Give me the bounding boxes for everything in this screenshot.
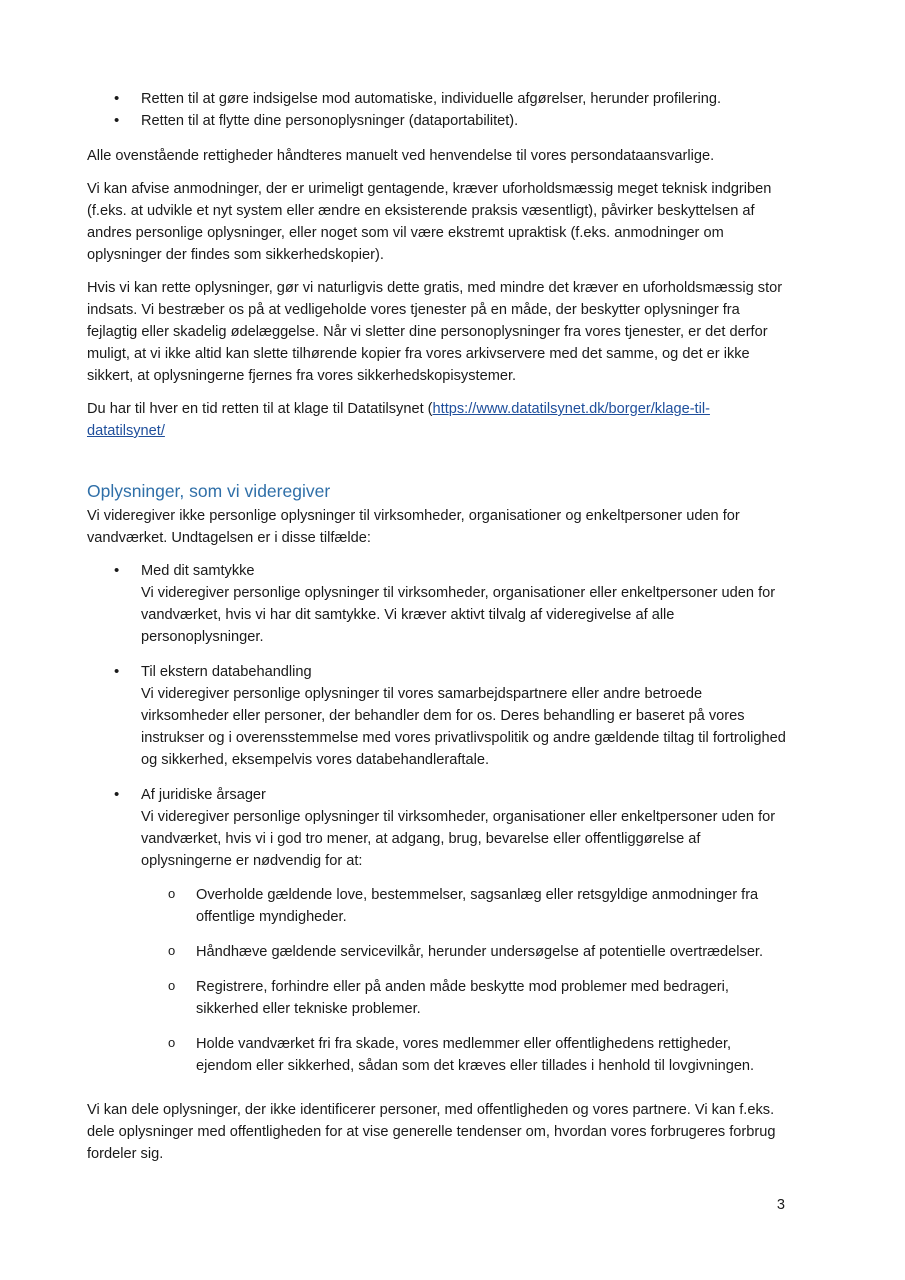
item-body: Vi videregiver personlige oplysninger til virksomheder, organisationer eller enkeltpersoner uden for vandværket, hvis vi i god tro mener, at adgang, brug, bevarelse eller offentliggørelse af oplysningerne er nødvendig for at:: [141, 809, 776, 869]
paragraph-manual-handling: Alle ovenstående rettigheder håndteres manuelt ved henvendelse til vores persondataansvarlige.: [87, 148, 715, 164]
sub-list-item: o Holde vandværket fri fra skade, vores medlemmer eller offentlighedens rettigheder, ejendom eller sikkerhed, sådan som det kræves eller tillades i henhold til lovgivningen.: [141, 1033, 787, 1077]
spacer: [87, 1077, 787, 1099]
list-item: [87, 784, 787, 1077]
item-title: • Med dit samtykke: [141, 563, 255, 579]
paragraph-closing: Vi kan dele oplysninger, der ikke identificerer personer, med offentligheden og vores partnere. Vi kan f.eks. dele oplysninger med offentligheden for at vise generelle tendenser om, hvordan vores forbrugeres forbrug fordeler sig.: [87, 1102, 776, 1162]
complaint-text: Du har til hver en tid retten til at klage til Datatilsynet (: [87, 401, 433, 417]
item-title: • Til ekstern databehandling: [141, 664, 312, 680]
datatilsynet-link[interactable]: https://www.datatilsynet.dk/borger/klage-til-datatilsynet/: [87, 401, 710, 439]
sharing-list: [87, 560, 787, 1077]
section-intro: Vi videregiver ikke personlige oplysninger til virksomheder, organisationer og enkeltpersoner uden for vandværket. Undtagelsen er i disse tilfælde:: [87, 508, 740, 546]
list-item: • Retten til at gøre indsigelse mod automatiske, individuelle afgørelser, herunder profilering.: [87, 88, 787, 110]
list-item: • Retten til at flytte dine personoplysninger (dataportabilitet).: [87, 110, 787, 132]
list-item: [87, 661, 787, 771]
page-number: 3: [776, 1197, 785, 1213]
paragraph-complaint: [87, 398, 787, 442]
paragraph-reject-requests: Vi kan afvise anmodninger, der er urimeligt gentagende, kræver uforholdsmæssig meget teknisk indgriben (f.eks. at udvikle et nyt system eller ændre en eksisterende praksis væsentligt), påvirker beskyttelsen af andres personlige oplysninger, eller noget som vil være ekstremt upraktisk (f.eks. anmodninger om oplysninger der findes som sikkerhedskopier).: [87, 181, 772, 263]
sub-list-item: o Registrere, forhindre eller på anden måde beskytte mod problemer med bedrageri, sikkerhed eller tekniske problemer.: [141, 976, 787, 1020]
legal-reasons-list: [141, 884, 787, 1077]
rights-list: [87, 88, 787, 132]
section-heading: Oplysninger, som vi videregiver: [87, 481, 331, 501]
document-page: [87, 88, 787, 1176]
sub-list-item: o Håndhæve gældende servicevilkår, herunder undersøgelse af potentielle overtrædelser.: [141, 941, 787, 963]
item-body: Vi videregiver personlige oplysninger til virksomheder, organisationer eller enkeltpersoner uden for vandværket, hvis vi har dit samtykke. Vi kræver aktivt tilvalg af videregivelse af alle personoplysninger.: [141, 585, 776, 645]
sub-list-item: o Overholde gældende love, bestemmelser, sagsanlæg eller retsgyldige anmodninger fra offentlige myndigheder.: [141, 884, 787, 928]
item-title: • Af juridiske årsager: [141, 787, 266, 803]
list-item: [87, 560, 787, 648]
paragraph-correction: Hvis vi kan rette oplysninger, gør vi naturligvis dette gratis, med mindre det kræver en uforholdsmæssig stor indsats. Vi bestræber os på at vedligeholde vores tjenester på en måde, der beskytter oplysninger fra fejlagtig eller skadelig ødelæggelse. Når vi sletter dine personoplysninger fra vores tjenester, er det derfor muligt, at vi ikke altid kan slette tilhørende kopier fra vores arkivservere med det samme, og det er ikke sikkert, at oplysningerne fjernes fra vores sikkerhedskopisystemer.: [87, 280, 783, 384]
item-body: Vi videregiver personlige oplysninger til vores samarbejdspartnere eller andre betroede virksomheder eller personer, der behandler dem for os. Deres behandling er baseret på vores instrukser og i overensstemmelse med vores privatlivspolitik og andre gældende tiltag til fortrolighed og sikkerhed, eksempelvis vores databehandleraftale.: [141, 686, 786, 768]
